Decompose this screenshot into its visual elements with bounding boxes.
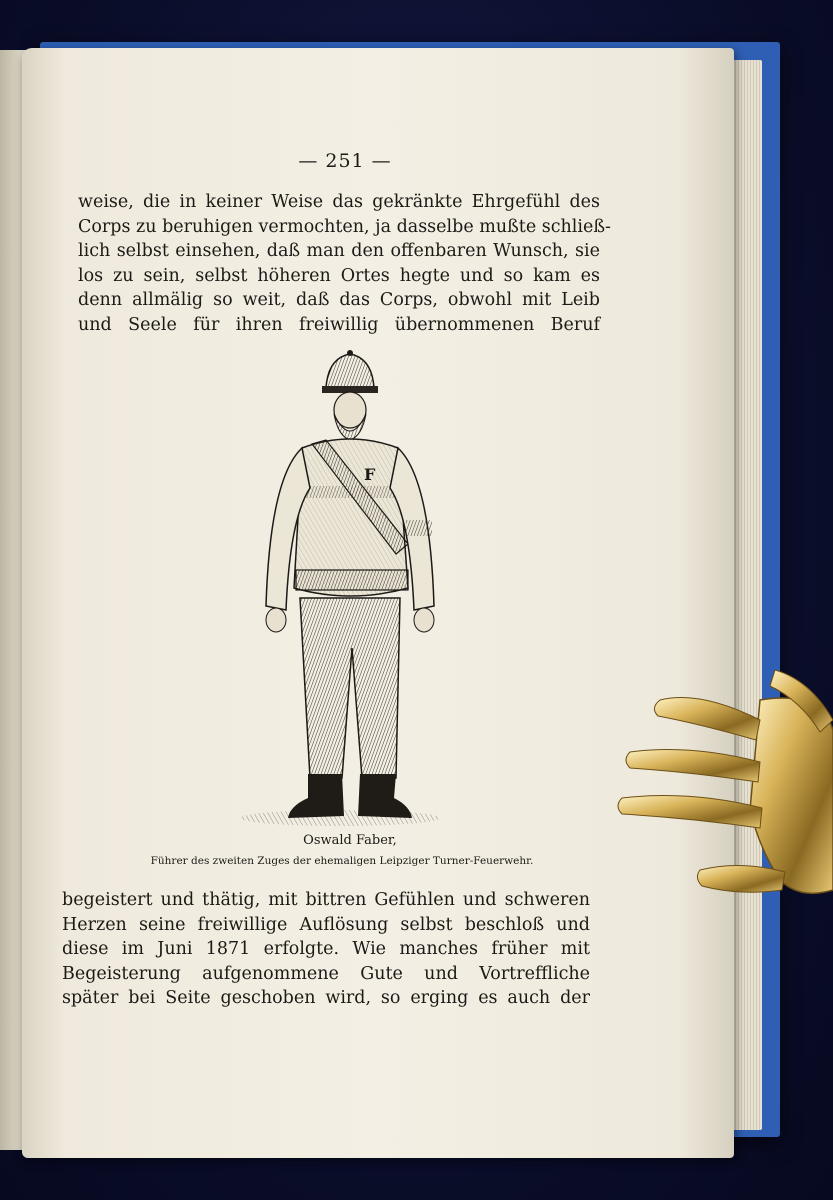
caption-name: Oswald Faber, [303,833,397,848]
text-line: Begeisterung aufgenommene Gute und Vortreffliche [62,963,590,984]
brass-hand-bookmark [610,660,833,910]
text-line: los zu sein, selbst höheren Ortes hegte und so kam es [78,265,600,286]
text-line: begeistert und thätig, mit bittren Gefühlen und schweren [62,890,590,910]
sash-letter: F [364,465,376,484]
text-line: diese im Juni 1871 erfolgte. Wie manches früher mit [62,939,590,959]
text-line: Herzen seine freiwillige Auflösung selbst beschloß und [62,914,590,935]
bottom-paragraph [62,888,590,1011]
top-paragraph [78,190,611,337]
text-line: weise, die in keiner Weise das gekränkte Ehrgefühl des [78,192,600,212]
text-line: Corps zu beruhigen vermochten, ja dasselbe mußte schließ- [78,216,611,237]
page-number: — 251 — [298,150,392,172]
caption-description: Führer des zweiten Zuges der ehemaligen Leipziger Turner-Feuerwehr. [150,855,534,867]
text-line: denn allmälig so weit, daß das Corps, obwohl mit Leib [78,290,600,310]
text-line: später bei Seite geschoben wird, so erging es auch der [62,988,590,1008]
firefighter-illustration [230,348,442,830]
text-line: lich selbst einsehen, daß man den offenbaren Wunsch, sie [78,241,600,261]
text-line: und Seele für ihren freiwillig übernommenen Beruf [78,314,600,335]
